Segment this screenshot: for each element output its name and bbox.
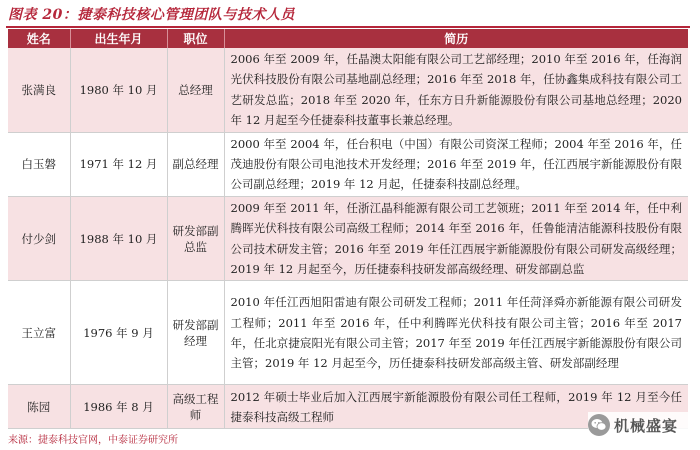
- wechat-icon: [588, 414, 610, 436]
- table-row: [8, 385, 688, 429]
- table-row: [8, 196, 688, 281]
- table-header-row: [8, 29, 688, 48]
- cell-position: 研发部副经理: [167, 281, 224, 385]
- watermark: [588, 412, 694, 438]
- management-team-table: [8, 29, 688, 429]
- table-row: [8, 48, 688, 132]
- figure-title: 图表 20：捷泰科技核心管理团队与技术人员: [8, 7, 295, 23]
- table-row: [8, 132, 688, 196]
- cell-position: 副总经理: [167, 132, 224, 196]
- cell-position: 研发部副总监: [167, 196, 224, 281]
- cell-resume: 2010 年任江西旭阳雷迪有限公司研发工程师；2011 年任菏泽舜亦新能源有限公司研发工程师；2011 年至 2016 年，任中利腾晖光伏科技有限公司主管；2016 年至 2017 年，任北京捷宸阳光有限公司主管；2017 年至 2019 年任江西展宇新能源股份有限公司主管；2019 年 12 月起至今，历任捷泰科技研发部高级主管、研发部副经理: [224, 281, 688, 385]
- header-birth: 出生年月: [70, 29, 167, 48]
- cell-resume: 2000 年至 2004 年，任台积电（中国）有限公司资深工程师；2004 年至 2016 年，任茂迪股份有限公司电池技术开发经理；2016 年至 2019 年，任江西展宇新能源股份有限公司副总经理；2019 年 12 月起，任捷泰科技副总经理。: [224, 132, 688, 196]
- cell-birth: 1986 年 8 月: [70, 385, 167, 429]
- cell-position: 高级工程师: [167, 385, 224, 429]
- header-resume: 简历: [224, 29, 688, 48]
- cell-resume: 2012 年硕士毕业后加入江西展宇新能源股份有限公司任工程师，2019 年 12 月至今任捷泰科技高级工程师: [224, 385, 688, 429]
- figure-title-bar: [6, 4, 690, 28]
- watermark-text: 机械盛宴: [614, 416, 679, 435]
- cell-name: 张满良: [8, 48, 70, 132]
- cell-name: 陈园: [8, 385, 70, 429]
- cell-birth: 1971 年 12 月: [70, 132, 167, 196]
- cell-name: 付少剑: [8, 196, 70, 281]
- cell-position: 总经理: [167, 48, 224, 132]
- cell-name: 王立富: [8, 281, 70, 385]
- table-row: [8, 281, 688, 385]
- header-name: 姓名: [8, 29, 70, 48]
- cell-birth: 1988 年 10 月: [70, 196, 167, 281]
- cell-name: 白玉磐: [8, 132, 70, 196]
- cell-resume: 2009 年至 2011 年，任浙江晶科能源有限公司工艺领班；2011 年至 2014 年，任中利腾晖光伏科技有限公司高级工程师；2014 年至 2016 年，任鲁能清洁能源科技股份有限公司技术研发主管；2016 年至 2019 年任江西展宇新能源股份有限公司研发高级经理；2019 年 12 月起至今，历任捷泰科技研发部高级经理、研发部副总监: [224, 196, 688, 281]
- cell-birth: 1976 年 9 月: [70, 281, 167, 385]
- header-position: 职位: [167, 29, 224, 48]
- cell-birth: 1980 年 10 月: [70, 48, 167, 132]
- source-note: 来源：捷泰科技官网，中泰证券研究所: [8, 435, 178, 446]
- cell-resume: 2006 年至 2009 年，任晶澳太阳能有限公司工艺部经理；2010 年至 2016 年，任海润光伏科技股份有限公司基地副总经理；2016 年至 2018 年，任协鑫集成科技有限公司工艺研发总监；2018 年至 2020 年，任东方日升新能源股份有限公司基地总经理；2020 年 12 月起至今任捷泰科技董事长兼总经理。: [224, 48, 688, 132]
